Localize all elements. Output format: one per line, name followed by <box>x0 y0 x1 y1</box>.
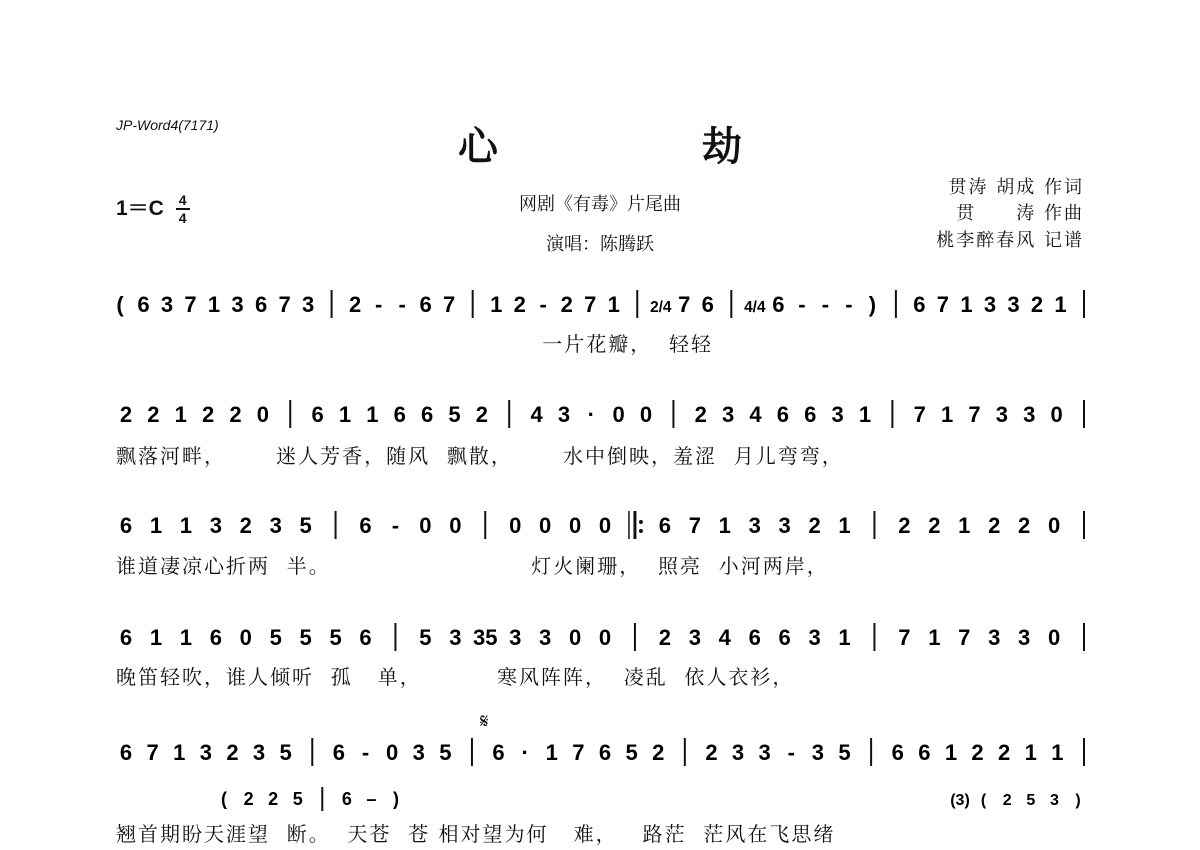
score-glyph: 2 <box>988 513 1001 538</box>
singer-line: 演唱：陈腾跃 <box>546 234 654 255</box>
score-glyph: 2 <box>1030 292 1044 317</box>
score-glyph: 7 <box>443 292 456 317</box>
score-glyph: 4/4 <box>744 299 766 316</box>
sub-score-glyph: (3) <box>950 792 970 809</box>
score-glyph: 4 <box>530 402 543 427</box>
score-glyph: 5 <box>838 740 851 765</box>
score-glyph: 2 <box>226 740 239 765</box>
score-glyph: 1 <box>958 513 971 538</box>
score-glyph: 1 <box>838 513 851 538</box>
score-glyph: 0 <box>256 402 269 427</box>
score-glyph: 2 <box>808 513 821 538</box>
score-glyph: 7 <box>898 625 911 650</box>
score-glyph: 5 <box>625 740 638 765</box>
score-glyph: 3 <box>748 513 761 538</box>
score-system-5 <box>120 738 1084 766</box>
credit-composer: 贯 涛 作曲 <box>956 203 1084 224</box>
score-glyph: - <box>798 292 806 317</box>
score-glyph: - <box>787 740 795 765</box>
score-glyph: 3 <box>688 625 701 650</box>
score-glyph: 3 <box>808 625 821 650</box>
score-glyph: 0 <box>1047 513 1061 538</box>
score-glyph: 6 <box>119 740 133 765</box>
score-glyph: ) <box>868 292 877 317</box>
score-glyph: 0 <box>1047 625 1061 650</box>
score-glyph: 3 <box>449 625 462 650</box>
score-glyph: 2 <box>971 740 984 765</box>
score-glyph: 3 <box>1023 402 1036 427</box>
key-label: 1＝C <box>116 197 164 220</box>
score-glyph: 3 <box>983 292 997 317</box>
score-glyph: 3 <box>539 625 552 650</box>
score-glyph: 3 <box>758 740 771 765</box>
score-glyph: 1 <box>545 740 558 765</box>
score-glyph: - <box>398 292 406 317</box>
score-glyph: 1 <box>1024 740 1037 765</box>
score-glyph: 2 <box>652 740 665 765</box>
score-glyph: 1 <box>149 513 163 538</box>
time-sig-top: 4 <box>178 192 187 209</box>
score-glyph: 2 <box>475 402 488 427</box>
score-glyph: 1 <box>1051 740 1064 765</box>
score-glyph: 35 <box>473 625 498 650</box>
score-glyph: 3 <box>722 402 735 427</box>
score-system-3 <box>120 511 1084 539</box>
score-glyph: 1 <box>174 402 187 427</box>
score-glyph: 6 <box>776 402 790 427</box>
score-glyph: 0 <box>568 513 582 538</box>
score-glyph: 6 <box>119 513 133 538</box>
score-glyph: 5 <box>279 740 292 765</box>
score-glyph: 1 <box>173 740 186 765</box>
score-glyph: 1 <box>149 625 163 650</box>
sub-score-glyph: 3 <box>1049 792 1059 809</box>
score-glyph: 3 <box>199 740 212 765</box>
score-glyph: 0 <box>568 625 582 650</box>
score-glyph: 6 <box>492 740 505 765</box>
score-glyph: 5 <box>299 625 312 650</box>
score-glyph: 7 <box>678 292 691 317</box>
segno-icon: 𝄋 <box>480 709 489 733</box>
app-label: JP-Word4(7171) <box>116 117 219 133</box>
song-title: 心 劫 <box>458 123 837 170</box>
score-system-5-sub-line <box>221 787 399 811</box>
lyric-line-1: 一片花瓣， 轻轻 <box>116 332 713 356</box>
score-glyph: 6 <box>598 740 612 765</box>
score-glyph: · <box>521 740 529 765</box>
score-glyph: 1 <box>718 513 731 538</box>
score-glyph: 2 <box>560 292 573 317</box>
score-glyph: 3 <box>209 513 222 538</box>
lyric-line-2: 飘落河畔， 迷人芳香，随风 飘散， 水中倒映，羞涩 月儿弯弯， <box>116 444 844 468</box>
score-system-5-sub-right <box>950 792 1080 809</box>
score-glyph: 7 <box>278 292 291 317</box>
sub-score-glyph: 2 <box>1002 792 1012 809</box>
score-glyph: 6 <box>913 292 926 317</box>
score-glyph: 1 <box>207 292 221 317</box>
score-glyph: 6 <box>772 292 785 317</box>
score-glyph: - <box>845 292 853 317</box>
score-glyph: 6 <box>804 402 817 427</box>
score-glyph: - <box>391 513 400 538</box>
score-glyph: 4 <box>718 625 731 650</box>
score-glyph: 6 <box>332 740 346 765</box>
score-glyph: 2 <box>239 513 252 538</box>
sub-score-glyph: 2 <box>243 789 254 809</box>
score-glyph: 3 <box>778 513 791 538</box>
score-glyph: 0 <box>598 513 612 538</box>
score-glyph: 3 <box>988 625 1001 650</box>
score-glyph: - <box>539 292 547 317</box>
lyric-line-3: 谁道凄凉心折两 半。 灯火阑珊， 照亮 小河两岸， <box>116 554 829 578</box>
score-glyph: 6 <box>359 513 372 538</box>
score-glyph: 4 <box>749 402 762 427</box>
score-glyph: 6 <box>891 740 904 765</box>
score-glyph: 6 <box>701 292 714 317</box>
score-glyph: 0 <box>612 402 625 427</box>
score-glyph: 6 <box>778 625 791 650</box>
repeat-dot <box>639 520 643 524</box>
score-glyph: 1 <box>607 292 620 317</box>
score-glyph: 1 <box>928 625 941 650</box>
score-glyph: 1 <box>944 740 958 765</box>
score-glyph: 7 <box>936 292 950 317</box>
score-glyph: 5 <box>419 625 432 650</box>
score-glyph: 6 <box>311 402 324 427</box>
sub-score-glyph: 5 <box>1026 792 1036 809</box>
repeat-dot <box>639 529 643 533</box>
score-glyph: 6 <box>420 402 434 427</box>
score-glyph: 1 <box>179 513 192 538</box>
score-glyph: 2 <box>658 625 671 650</box>
score-glyph: 6 <box>254 292 268 317</box>
score-glyph: 0 <box>419 513 432 538</box>
score-glyph: 5 <box>329 625 342 650</box>
score-glyph: 1 <box>838 625 851 650</box>
sub-score-glyph: ) <box>1075 792 1081 809</box>
credit-lyricist: 贯涛 胡成 作词 <box>948 177 1084 198</box>
score-system-1 <box>116 290 1084 318</box>
score-glyph: 3 <box>160 292 174 317</box>
score-glyph: 3 <box>1007 292 1020 317</box>
score-glyph: 2/4 <box>650 299 672 316</box>
score-glyph: 3 <box>731 740 745 765</box>
score-glyph: 7 <box>146 740 159 765</box>
score-glyph: 0 <box>1050 402 1063 427</box>
score-glyph: 7 <box>184 292 197 317</box>
score-glyph: 3 <box>811 740 825 765</box>
score-glyph: 0 <box>639 402 653 427</box>
score-glyph: 5 <box>269 625 282 650</box>
score-glyph: 3 <box>831 402 844 427</box>
score-glyph: 5 <box>448 402 461 427</box>
score-glyph: 6 <box>658 513 671 538</box>
score-glyph: 6 <box>209 625 222 650</box>
score-glyph: 0 <box>598 625 612 650</box>
score-glyph: 6 <box>119 625 133 650</box>
score-glyph: 2 <box>201 402 215 427</box>
score-glyph: 2 <box>928 513 941 538</box>
score-glyph: 1 <box>366 402 379 427</box>
score-glyph: 2 <box>513 292 526 317</box>
lyric-line-5: 翘首期盼天涯望 断。 天苍 苍 相对望为何 难， 路茫 茫风在飞思绪 <box>116 822 836 846</box>
score-glyph: 2 <box>147 402 160 427</box>
score-glyph: 0 <box>509 513 522 538</box>
score-glyph: 1 <box>490 292 503 317</box>
score-glyph: 2 <box>694 402 707 427</box>
score-glyph: 7 <box>913 402 926 427</box>
score-system-4 <box>120 623 1084 651</box>
sub-score-glyph: ) <box>393 789 399 809</box>
score-glyph: 2 <box>119 402 133 427</box>
score-glyph: 0 <box>539 513 552 538</box>
sub-score-glyph: 5 <box>292 789 303 809</box>
score-glyph: 3 <box>269 513 282 538</box>
score-glyph: - <box>374 292 383 317</box>
score-glyph: 7 <box>958 625 971 650</box>
score-glyph: 3 <box>252 740 266 765</box>
score-glyph: · <box>587 402 595 427</box>
score-glyph: 6 <box>359 625 372 650</box>
score-glyph: 6 <box>918 740 931 765</box>
score-glyph: 3 <box>557 402 571 427</box>
score-glyph: 1 <box>858 402 872 427</box>
score-glyph: 3 <box>995 402 1009 427</box>
score-glyph: 2 <box>998 740 1011 765</box>
score-glyph: 0 <box>385 740 399 765</box>
score-glyph: 2 <box>229 402 242 427</box>
sub-score-glyph: ( <box>221 789 227 809</box>
sub-score-glyph: ( <box>980 792 987 809</box>
sub-score-glyph: 2 <box>268 789 279 809</box>
sub-score-glyph: 6 <box>341 789 352 809</box>
score-glyph: - <box>821 292 830 317</box>
score-glyph: 3 <box>412 740 425 765</box>
credit-transcriber: 桃李醉春风 记谱 <box>936 230 1084 251</box>
score-glyph: 1 <box>1054 292 1067 317</box>
score-glyph: 1 <box>338 402 352 427</box>
score-glyph: 7 <box>688 513 701 538</box>
lyric-line-4: 晚笛轻吹，谁人倾听 孤 单， 寒风阵阵， 凌乱 依人衣衫， <box>116 665 795 689</box>
score-glyph: 6 <box>393 402 406 427</box>
score-glyph: 6 <box>419 292 432 317</box>
score-glyph: 2 <box>898 513 911 538</box>
score-glyph: - <box>361 740 370 765</box>
score-glyph: 2 <box>1018 513 1031 538</box>
score-glyph: 7 <box>572 740 585 765</box>
score-glyph: 6 <box>137 292 150 317</box>
score-glyph: 3 <box>301 292 315 317</box>
score-glyph: 7 <box>584 292 597 317</box>
score-glyph: 6 <box>748 625 761 650</box>
sub-score-glyph: – <box>366 789 377 809</box>
score-glyph: 0 <box>449 513 462 538</box>
score-glyph: ( <box>116 292 124 317</box>
score-glyph: 1 <box>960 292 973 317</box>
score-glyph: 7 <box>968 402 981 427</box>
score-glyph: 3 <box>231 292 244 317</box>
score-glyph: 1 <box>179 625 192 650</box>
score-glyph: 3 <box>1018 625 1031 650</box>
score-glyph: 2 <box>705 740 718 765</box>
subtitle: 网剧《有毒》片尾曲 <box>519 194 681 215</box>
score-system-2 <box>120 400 1084 428</box>
score-glyph: 3 <box>509 625 522 650</box>
score-glyph: 0 <box>239 625 252 650</box>
score-glyph: 5 <box>299 513 312 538</box>
time-sig-bottom: 4 <box>178 210 187 227</box>
score-glyph: 2 <box>348 292 362 317</box>
score-glyph: 5 <box>439 740 452 765</box>
score-glyph: 1 <box>941 402 954 427</box>
